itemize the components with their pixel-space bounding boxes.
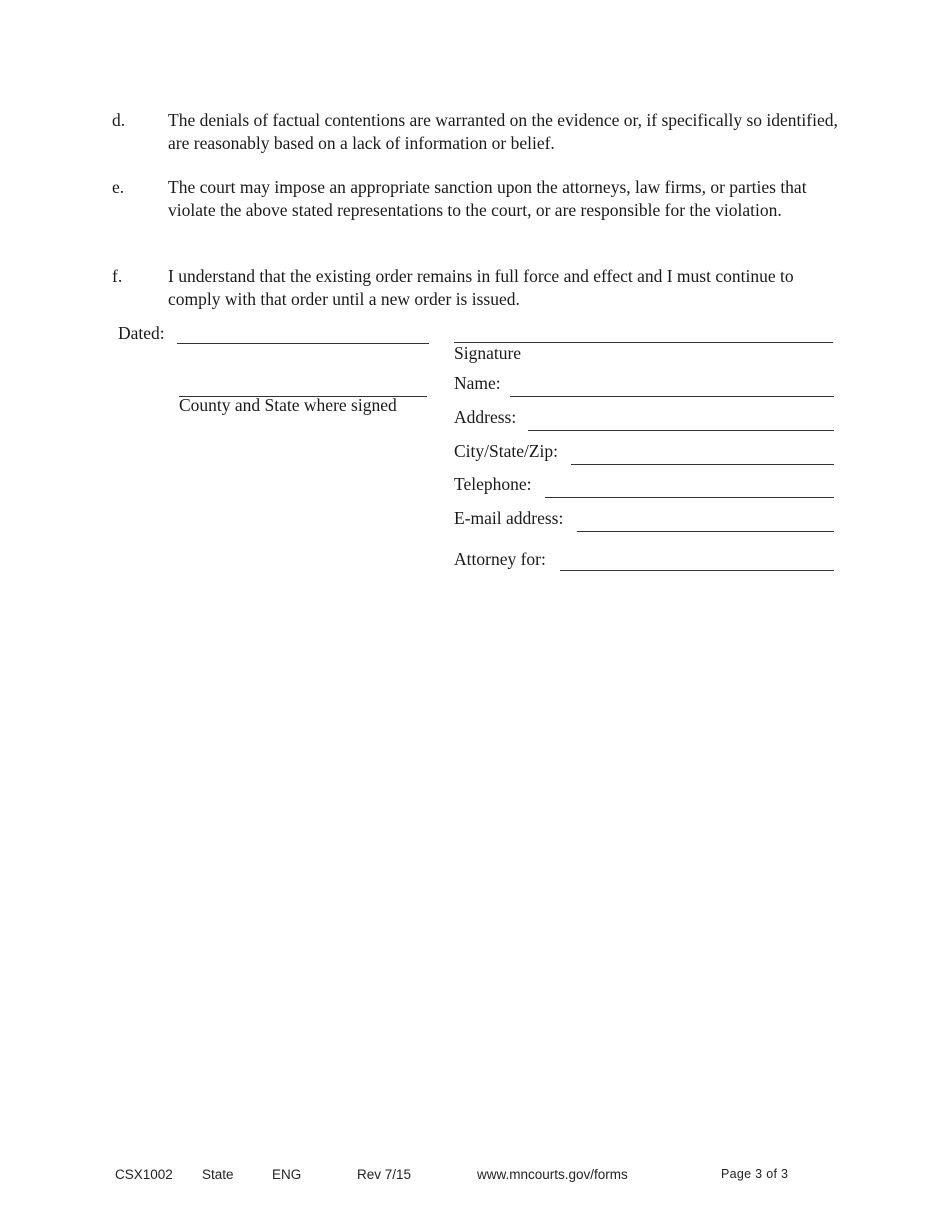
footer-language: ENG	[272, 1167, 302, 1182]
footer-revision: Rev 7/15	[357, 1167, 412, 1182]
email-field-line[interactable]	[577, 531, 834, 532]
email-label: E-mail address:	[454, 508, 564, 528]
address-field-line[interactable]	[528, 430, 834, 431]
footer-form-id: CSX1002	[115, 1167, 173, 1182]
county-state-caption: County and State where signed	[179, 395, 397, 415]
attorney-for-field-line[interactable]	[560, 570, 834, 571]
footer-page-number: Page 3 of 3	[721, 1167, 789, 1181]
name-field-line[interactable]	[510, 396, 834, 397]
statement-letter: e.	[112, 177, 125, 197]
telephone-label: Telephone:	[454, 474, 532, 494]
signature-caption: Signature	[454, 343, 522, 363]
address-label: Address:	[454, 407, 517, 427]
statement-text: I understand that the existing order remains in full force and effect and I must continue to comply with that order until a new order is issued.	[168, 266, 794, 309]
statement-letter: d.	[112, 110, 126, 130]
footer-url[interactable]: www.mncourts.gov/forms	[477, 1167, 628, 1182]
dated-field-line[interactable]	[177, 343, 429, 344]
telephone-field-line[interactable]	[545, 497, 834, 498]
statement-letter: f.	[112, 266, 123, 286]
city-state-zip-field-line[interactable]	[571, 464, 834, 465]
footer-jurisdiction: State	[202, 1167, 234, 1182]
city-state-zip-label: City/State/Zip:	[454, 441, 559, 461]
statement-text: The denials of factual contentions are warranted on the evidence or, if specifically so identified, are reasonably based on a lack of information or belief.	[168, 110, 838, 153]
dated-label: Dated:	[118, 323, 165, 343]
statement-text: The court may impose an appropriate sanction upon the attorneys, law firms, or parties that violate the above stated representations to the court, or are responsible for the violation.	[168, 177, 807, 220]
attorney-for-label: Attorney for:	[454, 549, 546, 569]
name-label: Name:	[454, 373, 501, 393]
